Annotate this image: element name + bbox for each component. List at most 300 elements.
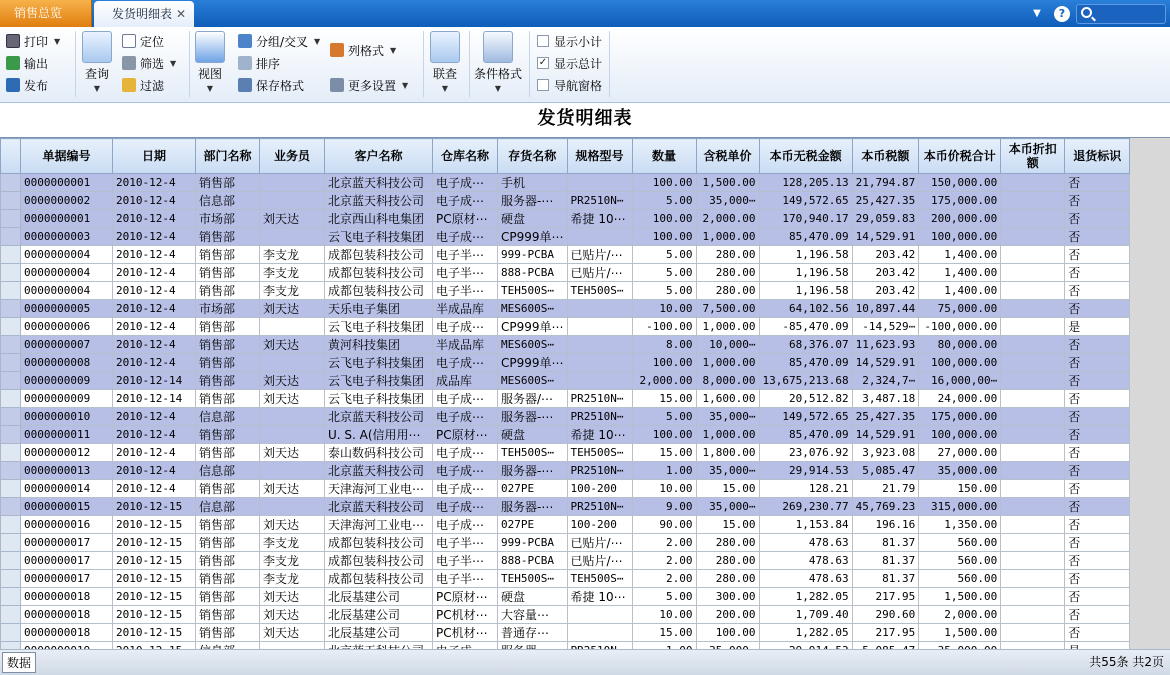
table-cell[interactable]: 15.00 [632, 624, 696, 642]
table-cell[interactable]: 3,923.08 [852, 444, 919, 462]
table-cell[interactable] [1001, 228, 1065, 246]
table-cell[interactable]: 2010-12-4 [113, 426, 196, 444]
table-cell[interactable]: 成都包装科技公司 [325, 282, 433, 300]
chevron-down-icon[interactable]: ▼ [441, 84, 449, 93]
table-cell[interactable]: 3,487.18 [852, 390, 919, 408]
table-cell[interactable]: 0000000008 [21, 354, 113, 372]
table-cell[interactable]: -100.00 [632, 318, 696, 336]
table-cell[interactable]: 14,529.91 [852, 426, 919, 444]
table-cell[interactable]: 2.00 [632, 552, 696, 570]
table-cell[interactable]: 否 [1065, 570, 1130, 588]
table-row[interactable] [1, 192, 1130, 210]
row-header[interactable] [1, 210, 21, 228]
table-cell[interactable]: 5.00 [632, 588, 696, 606]
table-cell[interactable]: 10,000⋯ [696, 336, 759, 354]
table-cell[interactable]: 否 [1065, 210, 1130, 228]
table-cell[interactable]: 刘天达 [260, 210, 325, 228]
table-cell[interactable]: 电子成⋯ [433, 498, 498, 516]
column-header[interactable]: 退货标识 [1065, 139, 1130, 174]
table-cell[interactable]: 否 [1065, 246, 1130, 264]
table-cell[interactable]: 478.63 [759, 570, 852, 588]
table-cell[interactable]: 成都包装科技公司 [325, 246, 433, 264]
table-cell[interactable] [567, 372, 632, 390]
table-cell[interactable]: 硬盘 [498, 588, 568, 606]
table-cell[interactable]: 2010-12-14 [113, 372, 196, 390]
table-cell[interactable]: 2010-12-15 [113, 624, 196, 642]
table-cell[interactable]: 560.00 [919, 552, 1001, 570]
table-cell[interactable]: 280.00 [696, 534, 759, 552]
table-cell[interactable]: 81.37 [852, 570, 919, 588]
table-cell[interactable]: 81.37 [852, 534, 919, 552]
table-cell[interactable]: 80,000.00 [919, 336, 1001, 354]
table-cell[interactable] [567, 624, 632, 642]
data-grid[interactable] [0, 137, 1170, 649]
table-cell[interactable]: 21.79 [852, 480, 919, 498]
table-cell[interactable]: 1,400.00 [919, 246, 1001, 264]
table-cell[interactable]: 0000000006 [21, 318, 113, 336]
table-cell[interactable]: 电子半⋯ [433, 570, 498, 588]
table-cell[interactable]: 29,914.53 [759, 462, 852, 480]
table-cell[interactable]: CP999单⋯ [498, 318, 568, 336]
table-cell[interactable]: 8,000.00 [696, 372, 759, 390]
column-header[interactable]: 业务员 [260, 139, 325, 174]
table-cell[interactable] [1001, 498, 1065, 516]
table-cell[interactable] [1001, 534, 1065, 552]
table-cell[interactable]: 成都包装科技公司 [325, 552, 433, 570]
table-cell[interactable]: 电子成⋯ [433, 408, 498, 426]
table-cell[interactable] [1001, 174, 1065, 192]
table-cell[interactable]: 销售部 [196, 228, 260, 246]
table-cell[interactable] [1001, 210, 1065, 228]
table-cell[interactable]: 否 [1065, 192, 1130, 210]
table-cell[interactable]: 刘天达 [260, 444, 325, 462]
table-cell[interactable]: 1,000.00 [696, 228, 759, 246]
table-cell[interactable]: PR2510N⋯ [567, 498, 632, 516]
table-cell[interactable]: 信息部 [196, 192, 260, 210]
table-cell[interactable]: 100,000.00 [919, 426, 1001, 444]
table-cell[interactable]: 0000000017 [21, 552, 113, 570]
table-cell[interactable] [1001, 570, 1065, 588]
table-cell[interactable]: 已贴片/⋯ [567, 264, 632, 282]
chevron-down-icon[interactable]: ▼ [494, 84, 502, 93]
table-cell[interactable]: 电子成⋯ [433, 354, 498, 372]
table-cell[interactable]: 已贴片/⋯ [567, 534, 632, 552]
table-row[interactable] [1, 318, 1130, 336]
table-cell[interactable]: 成都包装科技公司 [325, 534, 433, 552]
table-cell[interactable]: 100-200 [567, 480, 632, 498]
table-cell[interactable] [567, 336, 632, 354]
table-cell[interactable]: 销售部 [196, 570, 260, 588]
table-cell[interactable]: 市场部 [196, 210, 260, 228]
table-cell[interactable]: 半成品库 [433, 336, 498, 354]
table-cell[interactable]: 销售部 [196, 174, 260, 192]
table-cell[interactable]: 希捷 10⋯ [567, 426, 632, 444]
table-cell[interactable]: 是 [1065, 318, 1130, 336]
table-cell[interactable]: 电子成⋯ [433, 516, 498, 534]
table-row[interactable] [1, 462, 1130, 480]
query-button[interactable] [82, 31, 112, 93]
table-cell[interactable]: 电子半⋯ [433, 246, 498, 264]
table-row[interactable] [1, 552, 1130, 570]
table-row[interactable] [1, 264, 1130, 282]
table-cell[interactable]: 280.00 [696, 264, 759, 282]
table-cell[interactable]: 149,572.65 [759, 408, 852, 426]
table-cell[interactable]: 560.00 [919, 570, 1001, 588]
table-cell[interactable]: 李支龙 [260, 552, 325, 570]
table-cell[interactable]: 15.00 [632, 444, 696, 462]
table-cell[interactable]: 24,000.00 [919, 390, 1001, 408]
table-cell[interactable]: 北辰基建公司 [325, 624, 433, 642]
table-cell[interactable]: 203.42 [852, 264, 919, 282]
table-cell[interactable]: 否 [1065, 480, 1130, 498]
table-cell[interactable]: 普通存⋯ [498, 624, 568, 642]
table-cell[interactable]: 10.00 [632, 480, 696, 498]
table-cell[interactable]: 85,470.09 [759, 228, 852, 246]
table-cell[interactable]: 0000000013 [21, 462, 113, 480]
table-cell[interactable]: 北辰基建公司 [325, 588, 433, 606]
chevron-down-icon[interactable]: ▼ [170, 58, 177, 68]
table-cell[interactable] [567, 174, 632, 192]
table-cell[interactable]: 75,000.00 [919, 300, 1001, 318]
table-cell[interactable]: 1,500.00 [919, 624, 1001, 642]
table-cell[interactable]: 否 [1065, 336, 1130, 354]
link-query-button[interactable] [430, 31, 460, 93]
table-cell[interactable]: 0000000001 [21, 174, 113, 192]
chevron-down-icon[interactable]: ▼ [314, 36, 321, 46]
table-cell[interactable]: 0000000005 [21, 300, 113, 318]
table-cell[interactable]: 电子成⋯ [433, 480, 498, 498]
table-cell[interactable] [567, 354, 632, 372]
table-cell[interactable]: 0000000002 [21, 192, 113, 210]
table-cell[interactable]: 2,324,7⋯ [852, 372, 919, 390]
more-settings-button[interactable] [330, 75, 408, 95]
table-cell[interactable]: CP999单⋯ [498, 228, 568, 246]
table-cell[interactable] [1001, 372, 1065, 390]
table-cell[interactable]: 35,000⋯ [696, 408, 759, 426]
table-cell[interactable]: 25,427.35 [852, 408, 919, 426]
table-cell[interactable] [1001, 480, 1065, 498]
table-cell[interactable]: 2010-12-4 [113, 246, 196, 264]
table-cell[interactable]: U. S. A(信用用⋯ [325, 426, 433, 444]
tab-shipment-detail[interactable] [94, 1, 194, 27]
condition-format-button[interactable] [474, 31, 522, 93]
table-cell[interactable]: 否 [1065, 228, 1130, 246]
table-cell[interactable]: 150,000.00 [919, 174, 1001, 192]
table-cell[interactable]: 1,000.00 [696, 354, 759, 372]
table-cell[interactable]: 200,000.00 [919, 210, 1001, 228]
row-header[interactable] [1, 390, 21, 408]
table-cell[interactable]: 销售部 [196, 588, 260, 606]
table-cell[interactable]: 服务器-⋯ [498, 462, 568, 480]
table-cell[interactable]: 销售部 [196, 264, 260, 282]
table-cell[interactable]: 5,085.47 [852, 462, 919, 480]
table-cell[interactable]: MES600S⋯ [498, 336, 568, 354]
table-cell[interactable]: 0000000017 [21, 570, 113, 588]
table-cell[interactable]: 2010-12-15 [113, 516, 196, 534]
table-cell[interactable] [1001, 408, 1065, 426]
table-cell[interactable]: 150.00 [919, 480, 1001, 498]
nav-pane-checkbox[interactable] [537, 75, 602, 95]
table-cell[interactable]: 2010-12-15 [113, 552, 196, 570]
column-header[interactable]: 单据编号 [21, 139, 113, 174]
sheet-tab-data[interactable]: 数据 [2, 652, 36, 673]
filter2-button[interactable] [122, 75, 164, 95]
table-cell[interactable]: 否 [1065, 534, 1130, 552]
table-cell[interactable]: 0000000014 [21, 480, 113, 498]
table-cell[interactable]: 李支龙 [260, 246, 325, 264]
row-header[interactable] [1, 552, 21, 570]
search-input[interactable] [1076, 4, 1166, 24]
table-cell[interactable]: 2010-12-4 [113, 444, 196, 462]
table-cell[interactable]: 信息部 [196, 498, 260, 516]
table-cell[interactable]: 175,000.00 [919, 192, 1001, 210]
column-header[interactable]: 部门名称 [196, 139, 260, 174]
save-format-button[interactable] [238, 75, 304, 95]
table-cell[interactable]: 刘天达 [260, 516, 325, 534]
table-cell[interactable] [1001, 192, 1065, 210]
column-header[interactable]: 本币无税金额 [759, 139, 852, 174]
table-cell[interactable]: 电子半⋯ [433, 264, 498, 282]
row-header[interactable] [1, 444, 21, 462]
table-cell[interactable]: 10.00 [632, 606, 696, 624]
table-cell[interactable]: 10,897.44 [852, 300, 919, 318]
print-button[interactable] [6, 31, 60, 51]
table-row[interactable] [1, 570, 1130, 588]
table-cell[interactable]: 云飞电子科技集团 [325, 318, 433, 336]
table-cell[interactable]: 服务器-⋯ [498, 498, 568, 516]
table-row[interactable] [1, 498, 1130, 516]
table-cell[interactable]: 信息部 [196, 462, 260, 480]
table-cell[interactable]: 刘天达 [260, 624, 325, 642]
table-cell[interactable]: 2010-12-4 [113, 192, 196, 210]
table-cell[interactable]: 35,000⋯ [696, 192, 759, 210]
table-cell[interactable]: 0000000009 [21, 390, 113, 408]
table-cell[interactable]: 2.00 [632, 570, 696, 588]
table-cell[interactable]: 2010-12-4 [113, 264, 196, 282]
table-cell[interactable]: 200.00 [696, 606, 759, 624]
table-cell[interactable]: 170,940.17 [759, 210, 852, 228]
table-cell[interactable]: 0000000009 [21, 372, 113, 390]
row-header[interactable] [1, 606, 21, 624]
row-header[interactable] [1, 480, 21, 498]
table-cell[interactable]: 成都包装科技公司 [325, 570, 433, 588]
table-cell[interactable] [1001, 516, 1065, 534]
table-cell[interactable]: 0000000001 [21, 210, 113, 228]
table-cell[interactable]: 290.60 [852, 606, 919, 624]
table-cell[interactable]: 0000000007 [21, 336, 113, 354]
table-cell[interactable]: 电子半⋯ [433, 534, 498, 552]
table-cell[interactable]: 1,282.05 [759, 588, 852, 606]
table-cell[interactable]: 027PE [498, 480, 568, 498]
table-cell[interactable]: 2010-12-4 [113, 282, 196, 300]
table-row[interactable] [1, 174, 1130, 192]
table-cell[interactable]: 35,000⋯ [696, 498, 759, 516]
table-cell[interactable]: 5.00 [632, 246, 696, 264]
table-cell[interactable]: 0000000015 [21, 498, 113, 516]
table-cell[interactable]: 电子成⋯ [433, 318, 498, 336]
table-cell[interactable]: 天津海河工业电⋯ [325, 516, 433, 534]
table-cell[interactable]: PC机材⋯ [433, 624, 498, 642]
table-cell[interactable]: 315,000.00 [919, 498, 1001, 516]
table-cell[interactable]: 天津海河工业电⋯ [325, 480, 433, 498]
table-cell[interactable]: 2010-12-4 [113, 210, 196, 228]
table-cell[interactable]: 销售部 [196, 354, 260, 372]
table-row[interactable] [1, 300, 1130, 318]
table-cell[interactable]: 销售部 [196, 336, 260, 354]
row-header[interactable] [1, 174, 21, 192]
table-cell[interactable]: 电子成⋯ [433, 444, 498, 462]
table-cell[interactable]: 否 [1065, 588, 1130, 606]
table-cell[interactable]: 478.63 [759, 534, 852, 552]
table-cell[interactable]: 已贴片/⋯ [567, 246, 632, 264]
row-header[interactable] [1, 300, 21, 318]
table-cell[interactable]: 李支龙 [260, 264, 325, 282]
table-cell[interactable]: 电子成⋯ [433, 174, 498, 192]
table-cell[interactable]: 1,350.00 [919, 516, 1001, 534]
table-cell[interactable]: 云飞电子科技集团 [325, 354, 433, 372]
table-row[interactable] [1, 606, 1130, 624]
table-cell[interactable]: 刘天达 [260, 606, 325, 624]
table-cell[interactable]: 北京蓝天科技公司 [325, 408, 433, 426]
show-total-checkbox[interactable] [537, 53, 602, 73]
table-cell[interactable]: 云飞电子科技集团 [325, 372, 433, 390]
close-icon[interactable]: ✕ [175, 7, 186, 21]
table-cell[interactable]: 5.00 [632, 192, 696, 210]
column-header[interactable]: 数量 [632, 139, 696, 174]
table-cell[interactable]: 销售部 [196, 480, 260, 498]
table-cell[interactable]: PR2510N⋯ [567, 408, 632, 426]
table-cell[interactable]: 68,376.07 [759, 336, 852, 354]
row-header[interactable] [1, 498, 21, 516]
table-cell[interactable]: 7,500.00 [696, 300, 759, 318]
table-cell[interactable]: TEH500S⋯ [498, 282, 568, 300]
table-cell[interactable] [1001, 390, 1065, 408]
table-cell[interactable]: -14,529⋯ [852, 318, 919, 336]
table-cell[interactable]: TEH500S⋯ [567, 570, 632, 588]
table-cell[interactable] [567, 228, 632, 246]
table-row[interactable] [1, 354, 1130, 372]
table-cell[interactable]: 1,196.58 [759, 264, 852, 282]
chevron-down-icon[interactable]: ▼ [390, 45, 397, 55]
row-header[interactable] [1, 282, 21, 300]
table-cell[interactable]: 0000000004 [21, 246, 113, 264]
table-cell[interactable]: 100.00 [632, 426, 696, 444]
table-cell[interactable]: 李支龙 [260, 570, 325, 588]
table-row[interactable] [1, 534, 1130, 552]
table-cell[interactable]: 电子成⋯ [433, 462, 498, 480]
table-cell[interactable]: 888-PCBA [498, 264, 568, 282]
table-cell[interactable]: 硬盘 [498, 426, 568, 444]
table-cell[interactable]: MES600S⋯ [498, 372, 568, 390]
table-cell[interactable]: 否 [1065, 516, 1130, 534]
table-cell[interactable]: 销售部 [196, 534, 260, 552]
table-cell[interactable] [1001, 300, 1065, 318]
table-cell[interactable]: 29,059.83 [852, 210, 919, 228]
table-cell[interactable] [1001, 426, 1065, 444]
table-cell[interactable]: 否 [1065, 552, 1130, 570]
table-cell[interactable]: PC原材⋯ [433, 588, 498, 606]
table-cell[interactable]: 0000000018 [21, 606, 113, 624]
table-cell[interactable]: 云飞电子科技集团 [325, 228, 433, 246]
table-cell[interactable]: 半成品库 [433, 300, 498, 318]
table-cell[interactable] [260, 174, 325, 192]
table-cell[interactable] [1001, 624, 1065, 642]
table-row[interactable] [1, 282, 1130, 300]
table-cell[interactable]: 45,769.23 [852, 498, 919, 516]
table-cell[interactable]: 电子成⋯ [433, 192, 498, 210]
table-row[interactable] [1, 246, 1130, 264]
row-header[interactable] [1, 570, 21, 588]
table-cell[interactable]: 销售部 [196, 444, 260, 462]
table-cell[interactable]: 21,794.87 [852, 174, 919, 192]
table-cell[interactable]: PR2510N⋯ [567, 462, 632, 480]
table-cell[interactable]: -100,000.00 [919, 318, 1001, 336]
table-cell[interactable]: 黄河科技集团 [325, 336, 433, 354]
table-cell[interactable]: 9.00 [632, 498, 696, 516]
table-cell[interactable] [260, 462, 325, 480]
table-cell[interactable]: 1,000.00 [696, 426, 759, 444]
column-format-button[interactable] [330, 40, 396, 60]
table-cell[interactable]: 北京西山科电集团 [325, 210, 433, 228]
table-cell[interactable]: 203.42 [852, 282, 919, 300]
tab-sales-overview[interactable] [0, 0, 92, 27]
table-cell[interactable]: 20,512.82 [759, 390, 852, 408]
chevron-down-icon[interactable]: ▼ [1033, 8, 1041, 19]
table-cell[interactable]: 销售部 [196, 372, 260, 390]
table-cell[interactable]: 1,000.00 [696, 318, 759, 336]
table-cell[interactable]: 2010-12-15 [113, 570, 196, 588]
table-cell[interactable]: 刘天达 [260, 372, 325, 390]
table-cell[interactable]: 北京蓝天科技公司 [325, 498, 433, 516]
table-cell[interactable]: 0000000004 [21, 264, 113, 282]
table-cell[interactable] [260, 228, 325, 246]
table-cell[interactable]: 否 [1065, 264, 1130, 282]
row-header[interactable] [1, 588, 21, 606]
table-cell[interactable] [260, 408, 325, 426]
table-cell[interactable]: 2010-12-4 [113, 354, 196, 372]
row-header[interactable] [1, 246, 21, 264]
table-cell[interactable]: 1.00 [632, 462, 696, 480]
table-cell[interactable]: 北京蓝天科技公司 [325, 192, 433, 210]
table-cell[interactable]: 0000000017 [21, 534, 113, 552]
table-cell[interactable]: 280.00 [696, 570, 759, 588]
column-header[interactable]: 本币价税合计 [919, 139, 1001, 174]
table-cell[interactable]: 2,000.00 [632, 372, 696, 390]
table-cell[interactable]: 2010-12-4 [113, 480, 196, 498]
table-cell[interactable]: 否 [1065, 606, 1130, 624]
table-cell[interactable]: 128.21 [759, 480, 852, 498]
table-cell[interactable]: 5.00 [632, 408, 696, 426]
table-cell[interactable]: MES600S⋯ [498, 300, 568, 318]
table-cell[interactable]: 5.00 [632, 282, 696, 300]
table-cell[interactable]: 刘天达 [260, 588, 325, 606]
table-row[interactable] [1, 408, 1130, 426]
table-cell[interactable]: 999-PCBA [498, 534, 568, 552]
table-cell[interactable]: 27,000.00 [919, 444, 1001, 462]
row-header[interactable] [1, 318, 21, 336]
table-cell[interactable]: 8.00 [632, 336, 696, 354]
table-cell[interactable]: 15.00 [696, 516, 759, 534]
table-row[interactable] [1, 390, 1130, 408]
table-cell[interactable]: 2010-12-4 [113, 174, 196, 192]
table-cell[interactable]: 1,400.00 [919, 282, 1001, 300]
column-header[interactable]: 含税单价 [696, 139, 759, 174]
row-header[interactable] [1, 516, 21, 534]
table-cell[interactable]: 2010-12-15 [113, 606, 196, 624]
table-cell[interactable]: 16,000,00⋯ [919, 372, 1001, 390]
column-header[interactable]: 仓库名称 [433, 139, 498, 174]
table-cell[interactable]: 100.00 [632, 228, 696, 246]
